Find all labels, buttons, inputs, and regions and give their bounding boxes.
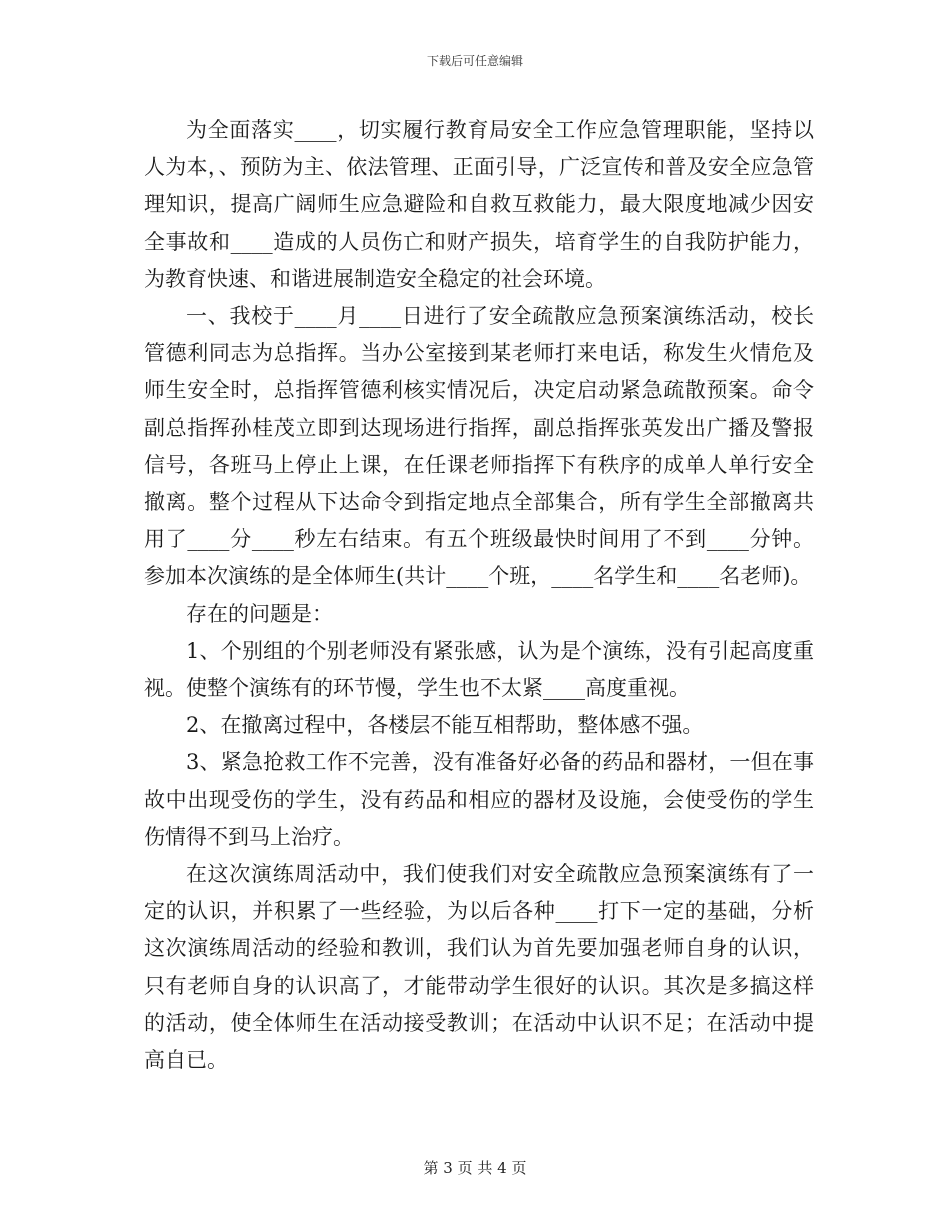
page-header-note: 下载后可任意编辑 [426,54,523,68]
paragraph-problems-heading: 存在的问题是： [186,601,333,626]
document-body [144,112,814,1079]
paragraph-problem-3: 3、紧急抢救工作不完善，没有准备好必备的药品和器材，一但在事故中出现受伤的学生，没有药品和相应的器材及设施，会使受伤的学生伤情得不到马上治疗。 [144,750,814,849]
paragraph-conclusion: 在这次演练周活动中，我们使我们对安全疏散应急预案演练有了一定的认识，并积累了一些经验，为以后各种____打下一定的基础，分析这次演练周活动的经验和教训，我们认为首先要加强老师自身的认识，只有老师自身的认识高了，才能带动学生很好的认识。其次是多搞这样的活动，使全体师生在活动接受教训；在活动中认识不足；在活动中提高自已。 [144,862,814,1073]
paragraph-intro: 为全面落实____，切实履行教育局安全工作应急管理职能，坚持以人为本，、预防为主、依法管理、正面引导，广泛宣传和普及安全应急管理知识，提高广阔师生应急避险和自救互救能力，最大限度地减少因安全事故和____造成的人员伤亡和财产损失，培育学生的自我防护能力，为教育快速、和谐进展制造安全稳定的社会环境。 [144,118,814,291]
paragraph-problem-1: 1、个别组的个别老师没有紧张感，认为是个演练，没有引起高度重视。使整个演练有的环节慢，学生也不太紧____高度重视。 [144,638,814,701]
paragraph-problem-2: 2、在撤离过程中，各楼层不能互相帮助，整体感不强。 [186,713,704,738]
page-number: 第 3 页 共 4 页 [423,1159,527,1177]
paragraph-drill-description: 一、我校于____月____日进行了安全疏散应急预案演练活动，校长管德利同志为总指挥。当办公室接到某老师打来电话，称发生火情危及师生安全时，总指挥管德利核实情况后，决定启动紧急疏散预案。命令副总指挥孙桂茂立即到达现场进行指挥，副总指挥张英发出广播及警报信号，各班马上停止上课，在任课老师指挥下有秩序的成单人单行安全撤离。整个过程从下达命令到指定地点全部集合，所有学生全部撤离共用了____分____秒左右结束。有五个班级最快时间用了不到____分钟。参加本次演练的是全体师生(共计____个班，____名学生和____名老师)。 [144,304,814,589]
